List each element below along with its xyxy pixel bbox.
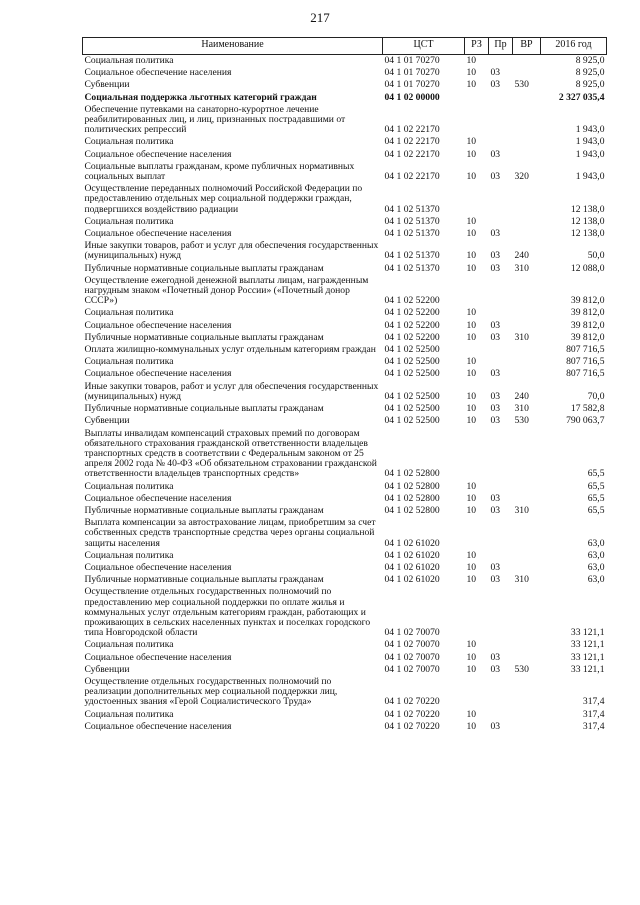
table-row <box>83 104 607 137</box>
row-vr <box>513 368 541 380</box>
row-name: Публичные нормативные социальные выплаты гражданам <box>84 403 324 415</box>
row-pr <box>489 550 513 562</box>
row-cst-code: 04 1 02 70220 <box>384 708 440 720</box>
row-vr: 310 <box>514 403 529 415</box>
row-rz <box>465 275 489 308</box>
row-pr: 03 <box>490 79 501 91</box>
row-rz: 10 <box>466 67 477 79</box>
row-name: Субвенции <box>84 415 130 427</box>
table-row <box>83 428 607 481</box>
table-row <box>83 505 607 517</box>
row-amount: 39 812,0 <box>570 295 605 307</box>
row-cst-code: 04 1 02 51370 <box>384 262 440 274</box>
row-rz: 10 <box>466 492 477 504</box>
row-rz: 10 <box>466 549 477 561</box>
row-name: Осуществление отдельных государственных полномочий по реализации дополнительных мер социальной поддержки лиц, удостоенных звания «Герой Социалистического Труда» <box>84 675 338 708</box>
row-name: Социальная политика <box>84 639 174 651</box>
row-vr: 530 <box>514 79 529 91</box>
table-row <box>83 92 607 104</box>
table-row <box>83 344 607 356</box>
row-pr: 03 <box>490 415 501 427</box>
row-pr: 03 <box>490 331 501 343</box>
row-pr: 03 <box>490 319 501 331</box>
row-pr <box>489 216 513 228</box>
column-header-name: Наименование <box>83 38 383 55</box>
row-pr: 03 <box>490 390 501 402</box>
row-vr <box>513 320 541 332</box>
table-row <box>83 228 607 240</box>
row-pr: 03 <box>490 651 501 663</box>
row-pr: 03 <box>490 492 501 504</box>
row-amount: 317,4 <box>582 708 605 720</box>
row-pr: 03 <box>490 720 501 732</box>
row-vr <box>513 216 541 228</box>
row-amount: 63,0 <box>587 549 605 561</box>
table-row <box>83 356 607 368</box>
row-amount: 1 943,0 <box>575 148 605 160</box>
table-row <box>83 493 607 505</box>
row-pr <box>489 639 513 651</box>
row-amount: 70,0 <box>587 390 605 402</box>
row-pr <box>489 709 513 721</box>
row-cst-code: 04 1 02 22170 <box>384 124 440 136</box>
row-rz: 10 <box>466 215 477 227</box>
row-vr: 310 <box>514 331 529 343</box>
row-cst-code: 04 1 01 70270 <box>384 79 440 91</box>
row-amount: 17 582,8 <box>570 403 605 415</box>
row-rz <box>465 104 489 137</box>
row-name: Публичные нормативные социальные выплаты гражданам <box>84 574 324 586</box>
row-amount: 65,5 <box>587 504 605 516</box>
row-vr <box>513 136 541 148</box>
row-pr: 03 <box>490 262 501 274</box>
row-rz: 10 <box>466 504 477 516</box>
row-name: Обеспечение путевками на санаторно-курортное лечение реабилитированных лиц, и лиц, признанных пострадавшими от политических репрессий <box>84 103 346 136</box>
row-pr: 03 <box>490 663 501 675</box>
row-name: Социальная политика <box>84 307 174 319</box>
row-vr: 240 <box>514 250 529 262</box>
table-row <box>83 263 607 275</box>
row-pr: 03 <box>490 171 501 183</box>
row-amount: 8 925,0 <box>575 67 605 79</box>
table-row <box>83 368 607 380</box>
row-name: Социальная политика <box>84 136 174 148</box>
row-pr <box>489 428 513 481</box>
row-pr <box>489 344 513 356</box>
row-vr <box>513 228 541 240</box>
row-name: Осуществление отдельных государственных полномочий по предоставлению мер социальной поддержки по оплате жилья и коммунальных услуг отдельным категориям граждан, работающих и проживающих в сельских населенных пунктах и поселках городского типа Новгородской области <box>84 586 371 639</box>
row-amount: 65,5 <box>587 492 605 504</box>
row-vr <box>513 275 541 308</box>
row-cst-code: 04 1 02 52500 <box>384 415 440 427</box>
row-rz: 10 <box>466 574 477 586</box>
row-amount: 1 943,0 <box>575 171 605 183</box>
row-cst-code: 04 1 02 61020 <box>384 549 440 561</box>
row-amount: 33 121,1 <box>570 651 605 663</box>
row-vr <box>513 356 541 368</box>
row-amount: 39 812,0 <box>570 307 605 319</box>
row-cst-code: 04 1 01 70270 <box>384 55 440 66</box>
row-cst-code: 04 1 02 61020 <box>384 561 440 573</box>
row-name: Оплата жилищно-коммунальных услуг отдельным категориям граждан <box>84 344 376 356</box>
row-pr: 03 <box>490 67 501 79</box>
row-pr <box>489 356 513 368</box>
row-name: Осуществление ежегодной денежной выплаты лицам, награжденным нагрудным знаком «Почетный донор России» («Почетный донор СССР») <box>84 274 369 307</box>
row-pr: 03 <box>490 148 501 160</box>
row-vr <box>513 149 541 161</box>
row-name: Социальное обеспечение населения <box>84 319 232 331</box>
table-row <box>83 161 607 183</box>
row-name: Социальная политика <box>84 215 174 227</box>
row-cst-code: 04 1 02 70070 <box>384 627 440 639</box>
row-pr: 03 <box>490 504 501 516</box>
row-name: Субвенции <box>84 79 130 91</box>
row-rz: 10 <box>466 55 477 66</box>
row-cst-code: 04 1 02 52200 <box>384 307 440 319</box>
row-name: Публичные нормативные социальные выплаты гражданам <box>84 331 324 343</box>
row-name: Выплата компенсации за автострахование лицам, приобретшим за счет собственных средств транспортные средства через органы социальной защиты населения <box>84 517 376 549</box>
row-rz: 10 <box>466 403 477 415</box>
row-vr <box>513 481 541 493</box>
row-amount: 50,0 <box>587 250 605 262</box>
row-amount: 807 716,5 <box>566 344 605 356</box>
row-rz <box>465 676 489 709</box>
row-name: Субвенции <box>84 663 130 675</box>
row-amount: 65,5 <box>587 468 605 480</box>
row-vr: 530 <box>514 415 529 427</box>
row-rz: 10 <box>466 663 477 675</box>
row-rz: 10 <box>466 136 477 148</box>
table-row <box>83 79 607 91</box>
page-number: 217 <box>310 10 330 25</box>
table-row <box>83 721 607 733</box>
row-amount: 317,4 <box>582 696 605 708</box>
table-row <box>83 550 607 562</box>
row-rz: 10 <box>466 250 477 262</box>
row-name: Социальная политика <box>84 549 174 561</box>
row-vr <box>513 55 541 68</box>
table-row <box>83 183 607 216</box>
row-cst-code: 04 1 02 61020 <box>384 574 440 586</box>
row-amount: 39 812,0 <box>570 331 605 343</box>
table-row <box>83 149 607 161</box>
row-pr: 03 <box>490 403 501 415</box>
row-amount: 8 925,0 <box>575 79 605 91</box>
row-name: Иные закупки товаров, работ и услуг для обеспечения государственных (муниципальных) нужд <box>84 240 379 262</box>
row-rz: 10 <box>466 368 477 380</box>
row-pr: 03 <box>490 250 501 262</box>
table-row <box>83 562 607 574</box>
row-rz: 10 <box>466 262 477 274</box>
row-pr <box>489 481 513 493</box>
row-vr <box>513 428 541 481</box>
row-rz: 10 <box>466 356 477 368</box>
row-name: Социальное обеспечение населения <box>84 368 232 380</box>
row-pr <box>489 183 513 216</box>
table-row <box>83 275 607 308</box>
row-vr <box>513 307 541 319</box>
row-vr <box>513 183 541 216</box>
row-vr <box>513 562 541 574</box>
row-rz: 10 <box>466 79 477 91</box>
row-pr <box>489 92 513 104</box>
row-vr <box>513 550 541 562</box>
column-header-rz: РЗ <box>465 38 489 55</box>
row-rz: 10 <box>466 331 477 343</box>
table-row <box>83 481 607 493</box>
row-amount: 63,0 <box>587 561 605 573</box>
row-vr <box>513 676 541 709</box>
row-cst-code: 04 1 02 51370 <box>384 250 440 262</box>
row-vr: 530 <box>514 663 529 675</box>
row-cst-code: 04 1 02 52200 <box>384 319 440 331</box>
row-name: Социальная политика <box>84 55 174 66</box>
row-vr: 310 <box>514 574 529 586</box>
column-header-pr: Пр <box>489 38 513 55</box>
budget-table <box>82 37 607 733</box>
row-amount: 63,0 <box>587 537 605 549</box>
row-cst-code: 04 1 02 70220 <box>384 720 440 732</box>
row-amount: 33 121,1 <box>570 639 605 651</box>
column-header-year: 2016 год <box>541 38 607 55</box>
row-name: Публичные нормативные социальные выплаты гражданам <box>84 504 324 516</box>
row-rz: 10 <box>466 720 477 732</box>
table-row <box>83 652 607 664</box>
row-rz <box>465 183 489 216</box>
table-row <box>83 709 607 721</box>
row-name: Социальное обеспечение населения <box>84 228 232 240</box>
row-vr <box>513 344 541 356</box>
table-row <box>83 676 607 709</box>
row-pr <box>489 517 513 550</box>
row-rz <box>465 428 489 481</box>
row-amount: 12 138,0 <box>570 215 605 227</box>
row-cst-code: 04 1 02 52800 <box>384 504 440 516</box>
table-header-row <box>83 38 607 55</box>
row-pr <box>489 55 513 68</box>
row-amount: 790 063,7 <box>566 415 605 427</box>
row-amount: 33 121,1 <box>570 663 605 675</box>
row-rz: 10 <box>466 639 477 651</box>
row-cst-code: 04 1 02 22170 <box>384 148 440 160</box>
row-vr <box>513 67 541 79</box>
row-cst-code: 04 1 02 52500 <box>384 344 440 356</box>
row-vr: 310 <box>514 262 529 274</box>
row-cst-code: 04 1 02 52800 <box>384 468 440 480</box>
row-rz: 10 <box>466 148 477 160</box>
row-cst-code: 04 1 02 52500 <box>384 403 440 415</box>
row-amount: 65,5 <box>587 480 605 492</box>
column-header-vr: ВР <box>513 38 541 55</box>
table-row <box>83 240 607 262</box>
row-vr <box>513 104 541 137</box>
row-name: Социальные выплаты гражданам, кроме публичных нормативных социальных выплат <box>84 160 355 183</box>
table-row <box>83 415 607 427</box>
row-cst-code: 04 1 02 52500 <box>384 356 440 368</box>
row-name: Социальное обеспечение населения <box>84 492 232 504</box>
row-pr <box>489 275 513 308</box>
row-vr: 320 <box>514 171 529 183</box>
row-amount: 12 138,0 <box>570 228 605 240</box>
row-cst-code: 04 1 02 22170 <box>384 171 440 183</box>
row-name: Осуществление переданных полномочий Российской Федерации по предоставлению отдельных мер социальной поддержки граждан, подвергшихся воздействию радиации <box>84 183 363 215</box>
row-pr <box>489 586 513 639</box>
row-vr <box>513 92 541 104</box>
row-name: Социальное обеспечение населения <box>84 720 232 732</box>
row-pr <box>489 676 513 709</box>
row-name: Социальное обеспечение населения <box>84 561 232 573</box>
row-vr <box>513 721 541 733</box>
row-cst-code: 04 1 02 52800 <box>384 480 440 492</box>
row-vr: 310 <box>514 504 529 516</box>
row-cst-code: 04 1 02 22170 <box>384 136 440 148</box>
row-rz: 10 <box>466 561 477 573</box>
row-name: Социальная политика <box>84 356 174 368</box>
table-row <box>83 574 607 586</box>
row-rz: 10 <box>466 480 477 492</box>
row-cst-code: 04 1 02 52500 <box>384 390 440 402</box>
row-name: Социальная политика <box>84 480 174 492</box>
row-cst-code: 04 1 02 61020 <box>384 537 440 549</box>
table-row <box>83 381 607 403</box>
row-vr <box>513 493 541 505</box>
row-rz: 10 <box>466 390 477 402</box>
row-pr <box>489 307 513 319</box>
row-name: Публичные нормативные социальные выплаты гражданам <box>84 262 324 274</box>
row-amount: 8 925,0 <box>575 55 605 66</box>
row-amount: 317,4 <box>582 720 605 732</box>
row-cst-code: 04 1 02 70070 <box>384 651 440 663</box>
row-amount: 807 716,5 <box>566 368 605 380</box>
row-name: Социальное обеспечение населения <box>84 148 232 160</box>
row-amount: 2 327 035,4 <box>558 91 605 103</box>
row-amount: 39 812,0 <box>570 319 605 331</box>
table-row <box>83 332 607 344</box>
row-amount: 12 138,0 <box>570 203 605 215</box>
row-vr <box>513 639 541 651</box>
row-pr: 03 <box>490 228 501 240</box>
table-row <box>83 320 607 332</box>
row-rz: 10 <box>466 415 477 427</box>
row-rz: 10 <box>466 307 477 319</box>
row-vr <box>513 586 541 639</box>
row-rz: 10 <box>466 228 477 240</box>
row-pr <box>489 104 513 137</box>
table-row <box>83 55 607 68</box>
row-cst-code: 04 1 02 52200 <box>384 295 440 307</box>
row-name: Иные закупки товаров, работ и услуг для обеспечения государственных (муниципальных) нужд <box>84 380 379 402</box>
row-rz: 10 <box>466 171 477 183</box>
row-cst-code: 04 1 02 52800 <box>384 492 440 504</box>
row-rz: 10 <box>466 651 477 663</box>
row-cst-code: 04 1 02 51370 <box>384 228 440 240</box>
table-row <box>83 403 607 415</box>
row-amount: 1 943,0 <box>575 136 605 148</box>
row-pr <box>489 136 513 148</box>
row-pr: 03 <box>490 368 501 380</box>
table-row <box>83 216 607 228</box>
row-name: Социальное обеспечение населения <box>84 67 232 79</box>
row-cst-code: 04 1 02 70070 <box>384 663 440 675</box>
row-name: Социальная политика <box>84 708 174 720</box>
row-cst-code: 04 1 02 51370 <box>384 215 440 227</box>
row-vr: 240 <box>514 390 529 402</box>
row-amount: 807 716,5 <box>566 356 605 368</box>
row-cst-code: 04 1 02 70220 <box>384 696 440 708</box>
row-cst-code: 04 1 02 70070 <box>384 639 440 651</box>
row-name: Социальное обеспечение населения <box>84 651 232 663</box>
row-rz <box>465 586 489 639</box>
row-rz: 10 <box>466 708 477 720</box>
row-name: Социальная поддержка льготных категорий граждан <box>84 91 317 103</box>
row-cst-code: 04 1 01 70270 <box>384 67 440 79</box>
table-row <box>83 307 607 319</box>
table-row <box>83 67 607 79</box>
table-row <box>83 664 607 676</box>
table-row <box>83 517 607 550</box>
row-amount: 12 088,0 <box>570 262 605 274</box>
row-rz: 10 <box>466 319 477 331</box>
row-cst-code: 04 1 02 52200 <box>384 331 440 343</box>
row-pr: 03 <box>490 574 501 586</box>
row-vr <box>513 709 541 721</box>
table-row <box>83 586 607 639</box>
row-pr: 03 <box>490 561 501 573</box>
row-cst-code: 04 1 02 51370 <box>384 203 440 215</box>
row-rz <box>465 92 489 104</box>
row-cst-code: 04 1 02 52500 <box>384 368 440 380</box>
row-vr <box>513 652 541 664</box>
table-row <box>83 136 607 148</box>
column-header-cst: ЦСТ <box>383 38 465 55</box>
row-name: Выплаты инвалидам компенсаций страховых премий по договорам обязательного страхования гражданской ответственности владельцев транспортных средств в соответствии с Федеральным законом от 25 апреля 2002 года № 40-ФЗ «Об обязательном страховании гражданской ответственности владельцев транспортных средств» <box>84 427 377 480</box>
row-amount: 63,0 <box>587 574 605 586</box>
row-rz <box>465 517 489 550</box>
row-vr <box>513 517 541 550</box>
table-row <box>83 639 607 651</box>
row-rz <box>465 344 489 356</box>
row-amount: 33 121,1 <box>570 627 605 639</box>
row-amount: 1 943,0 <box>575 124 605 136</box>
row-cst-code: 04 1 02 00000 <box>384 91 440 103</box>
